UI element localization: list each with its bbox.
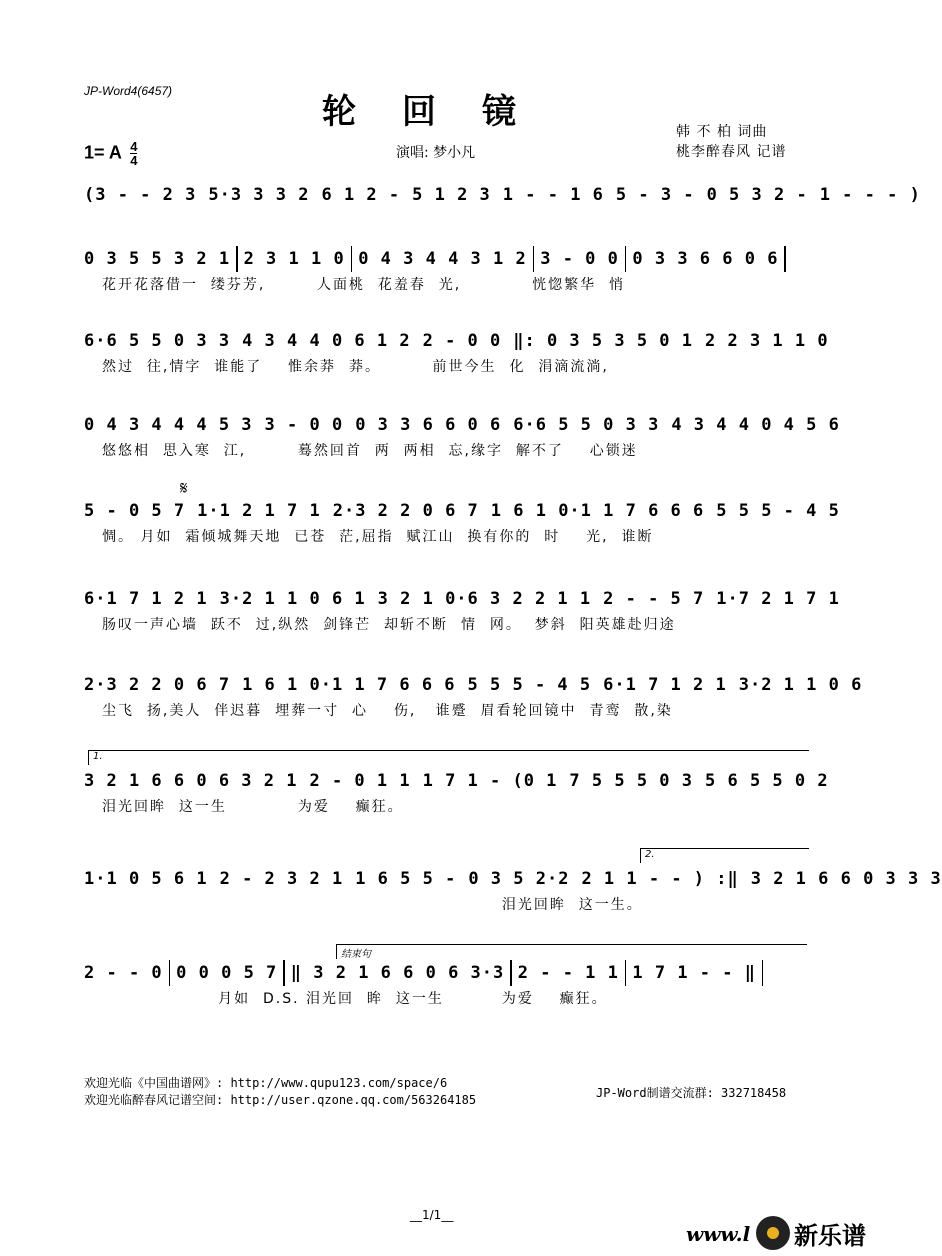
measure: 0 0 0 5 7 <box>176 963 278 983</box>
measure: 5 5 5 - 4 5 <box>467 675 592 695</box>
score-system <box>84 670 863 722</box>
lyrics-line: 悠悠相 思入寒 江, 蓦然回首 两 两相 忘,缘字 解不了 心锁迷 <box>102 443 638 459</box>
score-system <box>84 410 840 462</box>
measure: 2·3 2 2 0 6 7 <box>84 675 231 695</box>
second-ending-label: 2. <box>645 849 655 860</box>
measure: 1 7 1 - - ‖ <box>632 963 756 983</box>
footer-link-qzone: 欢迎光临醉春风记谱空间: http://user.qzone.qq.com/563264185 <box>84 1093 477 1107</box>
measure: 1 - - - ) <box>819 185 921 205</box>
score-system <box>84 766 829 818</box>
measure: 6 1 2 - <box>321 185 401 205</box>
singer-credit: 演唱: 梦小凡 <box>396 145 476 161</box>
measure: 0 3 5 2·2 <box>468 869 570 889</box>
notes-line <box>84 584 840 614</box>
barline <box>762 960 764 986</box>
page-number: __1/1__ <box>410 1208 454 1222</box>
score-system <box>84 958 806 1010</box>
score-system <box>84 864 942 916</box>
measure: 7 5 5 5 0 3 <box>569 771 694 791</box>
barline <box>236 246 238 272</box>
barline <box>283 960 285 986</box>
measure: 1·7 2 1 7 1 <box>716 589 840 609</box>
score-system <box>84 326 829 378</box>
lyrics-line: 然过 往,情字 谁能了 惟余莽 莽。 前世今生 化 涓滴流淌, <box>102 359 609 375</box>
lyrics-line: 肠叹一声心墙 跃不 过,纵然 剑锋芒 却斩不断 情 网。 梦斜 阳英雄赴归途 <box>102 617 676 633</box>
measure: 6·1 7 1 2 1 <box>84 589 208 609</box>
footer-link-qupu: 欢迎光临《中国曲谱网》: http://www.qupu123.com/space/6 <box>84 1076 448 1090</box>
measure: 5 - 0 5 7 <box>84 501 186 521</box>
notes-line <box>84 410 840 440</box>
barline <box>625 960 627 986</box>
measure: 5 6 5 5 0 2 <box>705 771 829 791</box>
time-signature-bottom: 4 <box>130 153 138 168</box>
measure: 2 - 0 1 1 <box>309 771 411 791</box>
lyrics-line: 泪光回眸 这一生 为爱 癫狂。 <box>102 799 404 815</box>
measure: 1 6 1 0·1 1 7 6 6 6 <box>242 675 456 695</box>
notes-line <box>84 180 921 210</box>
barline <box>510 960 512 986</box>
measure: 3·2 1 1 0 6 <box>738 675 863 695</box>
lyrics-line <box>84 210 806 232</box>
measure: 1 6 1 0·1 1 7 6 6 6 <box>490 501 705 521</box>
notes-line <box>84 496 840 526</box>
barline <box>169 960 171 986</box>
measure: 2 - - 0 <box>84 963 163 983</box>
lyrics-line: 花开花落借一 缕芬芳, 人面桃 花羞春 光, 恍惚繁华 悄 <box>102 277 626 293</box>
barline <box>533 246 535 272</box>
barline <box>625 246 627 272</box>
measure: 2 3 1 1 0 <box>243 249 345 269</box>
measure: 3·2 1 1 0 6 1 <box>219 589 366 609</box>
measure: 3 - 0 0 <box>540 249 619 269</box>
measure: 1 7 1 - (0 1 <box>422 771 558 791</box>
measure: ‖ 3 2 1 6 6 0 6 3·3 <box>290 963 505 983</box>
coda-label: 结束句 <box>341 949 371 960</box>
lyrics-line: 月如 D.S. 泪光回 眸 这一生 为爱 癫狂。 <box>102 991 608 1007</box>
measure: 1 - - 1 6 <box>502 185 604 205</box>
measure: 0 3 3 6 6 0 6 <box>632 249 779 269</box>
notes-line <box>84 326 829 356</box>
software-label: JP-Word4(6457) <box>84 84 173 98</box>
measure: 2·3 2 2 0 6 7 <box>332 501 479 521</box>
coda-bracket <box>336 944 807 959</box>
measure: 3 - 0 0 <box>264 415 344 435</box>
time-signature <box>130 140 137 167</box>
measure: 1·1 0 5 6 1 <box>84 869 208 889</box>
segno-sign: 𝄋 <box>180 478 188 499</box>
lyrics-line: 惆。 月如 霜倾城舞天地 已苍 茫,屈指 赋江山 换有你的 时 光, 谁断 <box>102 529 654 545</box>
measure: 2 - 2 3 2 1 <box>219 869 344 889</box>
measure: 5 - 3 - <box>615 185 695 205</box>
measure: 1 6 5 5 - <box>355 869 457 889</box>
measure: 3 2 1 6 6 0 3 3 3 <box>750 869 942 889</box>
measure: 3 2 1 6 6 0 6 3 2 1 <box>84 771 298 791</box>
measure: 5 1 2 3 <box>412 185 491 205</box>
measure: 1·1 2 1 7 1 <box>197 501 321 521</box>
measure: 6·6 5 5 0 3 3 <box>84 331 231 351</box>
lyricist-credit: 韩 不 柏 词曲 <box>676 124 768 140</box>
score-system <box>84 244 806 296</box>
notes-line <box>84 766 829 796</box>
footer-group: JP-Word制谱交流群: 332718458 <box>596 1086 787 1100</box>
score-system <box>84 584 840 636</box>
measure: 5·3 3 3 2 <box>208 185 310 205</box>
second-ending-bracket <box>640 848 809 863</box>
footer-links <box>84 1075 476 1109</box>
notes-line <box>84 244 806 274</box>
score-system <box>84 496 840 548</box>
notes-line <box>84 958 806 988</box>
measure: 2 1 1 - - ) :‖ <box>581 869 739 889</box>
watermark-url: www.l <box>686 1222 751 1246</box>
measure: 0 3 3 6 6 0 6 <box>355 415 502 435</box>
measure: 3 2 1 0·6 3 2 2 1 1 <box>377 589 592 609</box>
transcriber-credit: 桃李醉春风 记谱 <box>676 144 787 160</box>
key-signature <box>84 140 137 167</box>
score-system <box>84 180 921 232</box>
measure: 2 - - 1 1 <box>517 963 619 983</box>
measure: 2 2 3 1 1 0 <box>705 331 829 351</box>
key-label: 1= A <box>84 142 122 163</box>
time-signature-top: 4 <box>130 139 138 154</box>
watermark-logo-icon <box>756 1216 790 1250</box>
first-ending-bracket <box>88 750 809 765</box>
measure: 6·1 7 1 2 1 <box>603 675 727 695</box>
barline <box>351 246 353 272</box>
barline <box>784 246 786 272</box>
measure: 6·6 5 5 0 3 3 <box>513 415 660 435</box>
measure: 0 5 3 2 - <box>706 185 808 205</box>
notes-line <box>84 670 863 700</box>
measure: ‖: 0 3 5 3 5 0 1 <box>513 331 694 351</box>
measure: 2 - - 5 7 <box>603 589 705 609</box>
measure: (3 - - 2 3 <box>84 185 197 205</box>
measure: 0 3 5 5 3 2 1 <box>84 249 231 269</box>
measure: 4 3 4 4 0 6 1 2 <box>242 331 411 351</box>
song-title: 轮回镜 <box>322 92 562 132</box>
measure: 0 4 3 4 4 3 1 2 <box>358 249 527 269</box>
lyrics-line: 尘飞 扬,美人 伴迟暮 埋葬一寸 心 伤, 谁蹙 眉看轮回镜中 青鸾 散,染 <box>102 703 673 719</box>
first-ending-label: 1. <box>93 751 103 762</box>
watermark-brand: 新乐谱 <box>794 1222 866 1250</box>
lyrics-line: 泪光回眸 这一生。 <box>102 897 643 913</box>
notes-line <box>84 864 942 894</box>
measure: 2 - 0 0 <box>422 331 502 351</box>
measure: 4 3 4 4 0 4 5 6 <box>671 415 840 435</box>
measure: 5 5 5 - 4 5 <box>716 501 840 521</box>
measure: 0 4 3 4 4 4 5 3 <box>84 415 253 435</box>
